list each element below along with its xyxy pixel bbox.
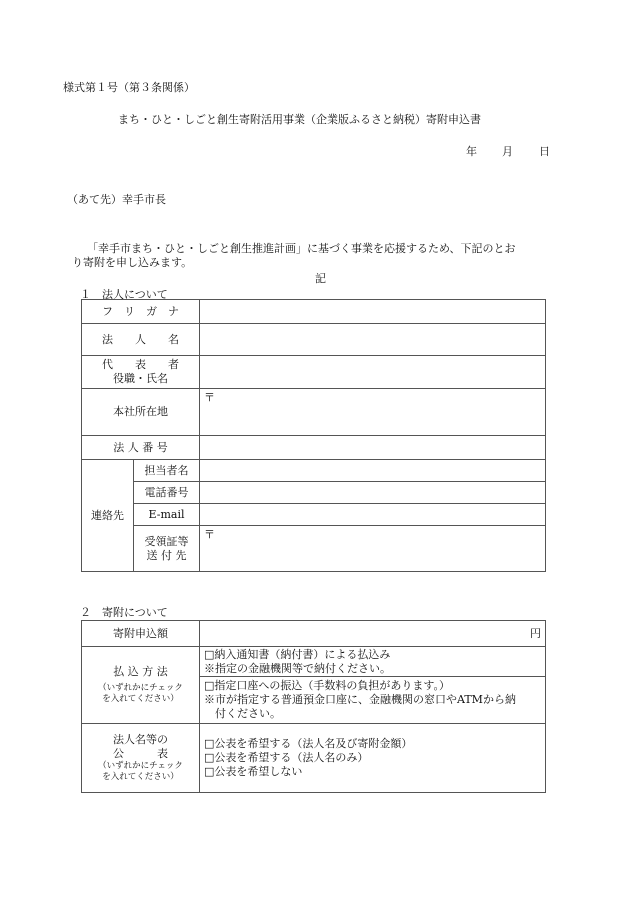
ki-heading: 記 <box>315 272 326 285</box>
payment-label-title: 払 込 方 法 <box>113 665 168 678</box>
payment-opt2-label: □指定口座への振込（手数料の負担があります。） <box>204 679 451 692</box>
date-month: 月 <box>502 145 513 158</box>
payment-opt2-note2: 付ください。 <box>215 707 281 720</box>
amount-unit: 円 <box>530 626 541 640</box>
section2-heading: ２ 寄附について <box>80 606 168 619</box>
postal-mark: 〒 <box>204 391 215 404</box>
corp-name-label: 法 人 名 <box>82 324 200 356</box>
intro-line2: り寄附を申し込みます。 <box>72 256 193 269</box>
corp-number-label: 法 人 番 号 <box>82 436 200 460</box>
publish-label-note1: （いずれかにチェック <box>98 761 183 771</box>
form-number: 様式第１号（第３条関係） <box>63 81 195 94</box>
representative-label <box>82 356 200 389</box>
person-field[interactable] <box>200 460 546 482</box>
corp-name-field[interactable] <box>200 324 546 356</box>
contact-label: 連絡先 <box>82 460 134 572</box>
receipt-postal-mark: 〒 <box>204 528 215 541</box>
publish-options <box>200 724 546 793</box>
receipt-address-label <box>134 526 200 572</box>
publish-opt3-checkbox[interactable]: □公表を希望しない <box>204 765 303 778</box>
representative-field[interactable] <box>200 356 546 389</box>
payment-opt1-note: ※指定の金融機関等で納付ください。 <box>204 661 391 675</box>
person-label: 担当者名 <box>134 460 200 482</box>
addressee: （あて先）幸手市長 <box>67 193 166 206</box>
hq-address-label: 本社所在地 <box>82 389 200 436</box>
publish-label-note2: を入れてください） <box>102 772 179 782</box>
date-day: 日 <box>539 145 550 158</box>
publish-opt2-checkbox[interactable]: □公表を希望する（法人名のみ） <box>204 751 369 764</box>
receipt-label-line1: 受領証等 <box>144 534 189 548</box>
rep-label-line2: 役職・氏名 <box>113 372 168 385</box>
hq-address-field[interactable] <box>200 389 546 436</box>
publish-label <box>82 724 200 793</box>
phone-label: 電話番号 <box>134 482 200 504</box>
section1-heading: １ 法人について <box>80 288 168 301</box>
payment-opt1-label: □納入通知書（納付書）による払込み <box>204 647 391 661</box>
publish-label-line1: 法人名等の <box>113 733 168 746</box>
publish-opt1-checkbox[interactable]: □公表を希望する（法人名及び寄附金額） <box>204 737 413 750</box>
receipt-address-field[interactable] <box>200 526 546 572</box>
payment-label-note1: （いずれかにチェック <box>98 683 183 693</box>
phone-field[interactable] <box>200 482 546 504</box>
payment-label-note2: を入れてください） <box>102 694 179 704</box>
form-title: まち・ひと・しごと創生寄附活用事業（企業版ふるさと納税）寄附申込書 <box>118 113 481 126</box>
furigana-label: フ リ ガ ナ <box>82 300 200 324</box>
publish-label-line2: 公 表 <box>113 747 168 760</box>
amount-label: 寄附申込額 <box>82 621 200 647</box>
date-year: 年 <box>466 145 477 158</box>
email-field[interactable] <box>200 504 546 526</box>
payment-option-transfer[interactable] <box>200 677 546 724</box>
corp-number-field[interactable] <box>200 436 546 460</box>
payment-option-invoice[interactable] <box>200 647 546 677</box>
email-label: E-mail <box>134 504 200 526</box>
rep-label-line1: 代 表 者 <box>102 358 179 371</box>
amount-field[interactable] <box>200 621 546 647</box>
payment-label <box>82 647 200 724</box>
payment-opt2-note1: ※市が指定する普通預金口座に、金融機関の窓口やATMから納 <box>204 693 516 706</box>
receipt-label-line2: 送 付 先 <box>146 548 187 562</box>
corporation-table <box>81 299 546 572</box>
furigana-field[interactable] <box>200 300 546 324</box>
intro-line1: 「幸手市まち・ひと・しごと創生推進計画」に基づく事業を応援するため、下記のとお <box>87 242 516 255</box>
donation-table <box>81 620 546 793</box>
